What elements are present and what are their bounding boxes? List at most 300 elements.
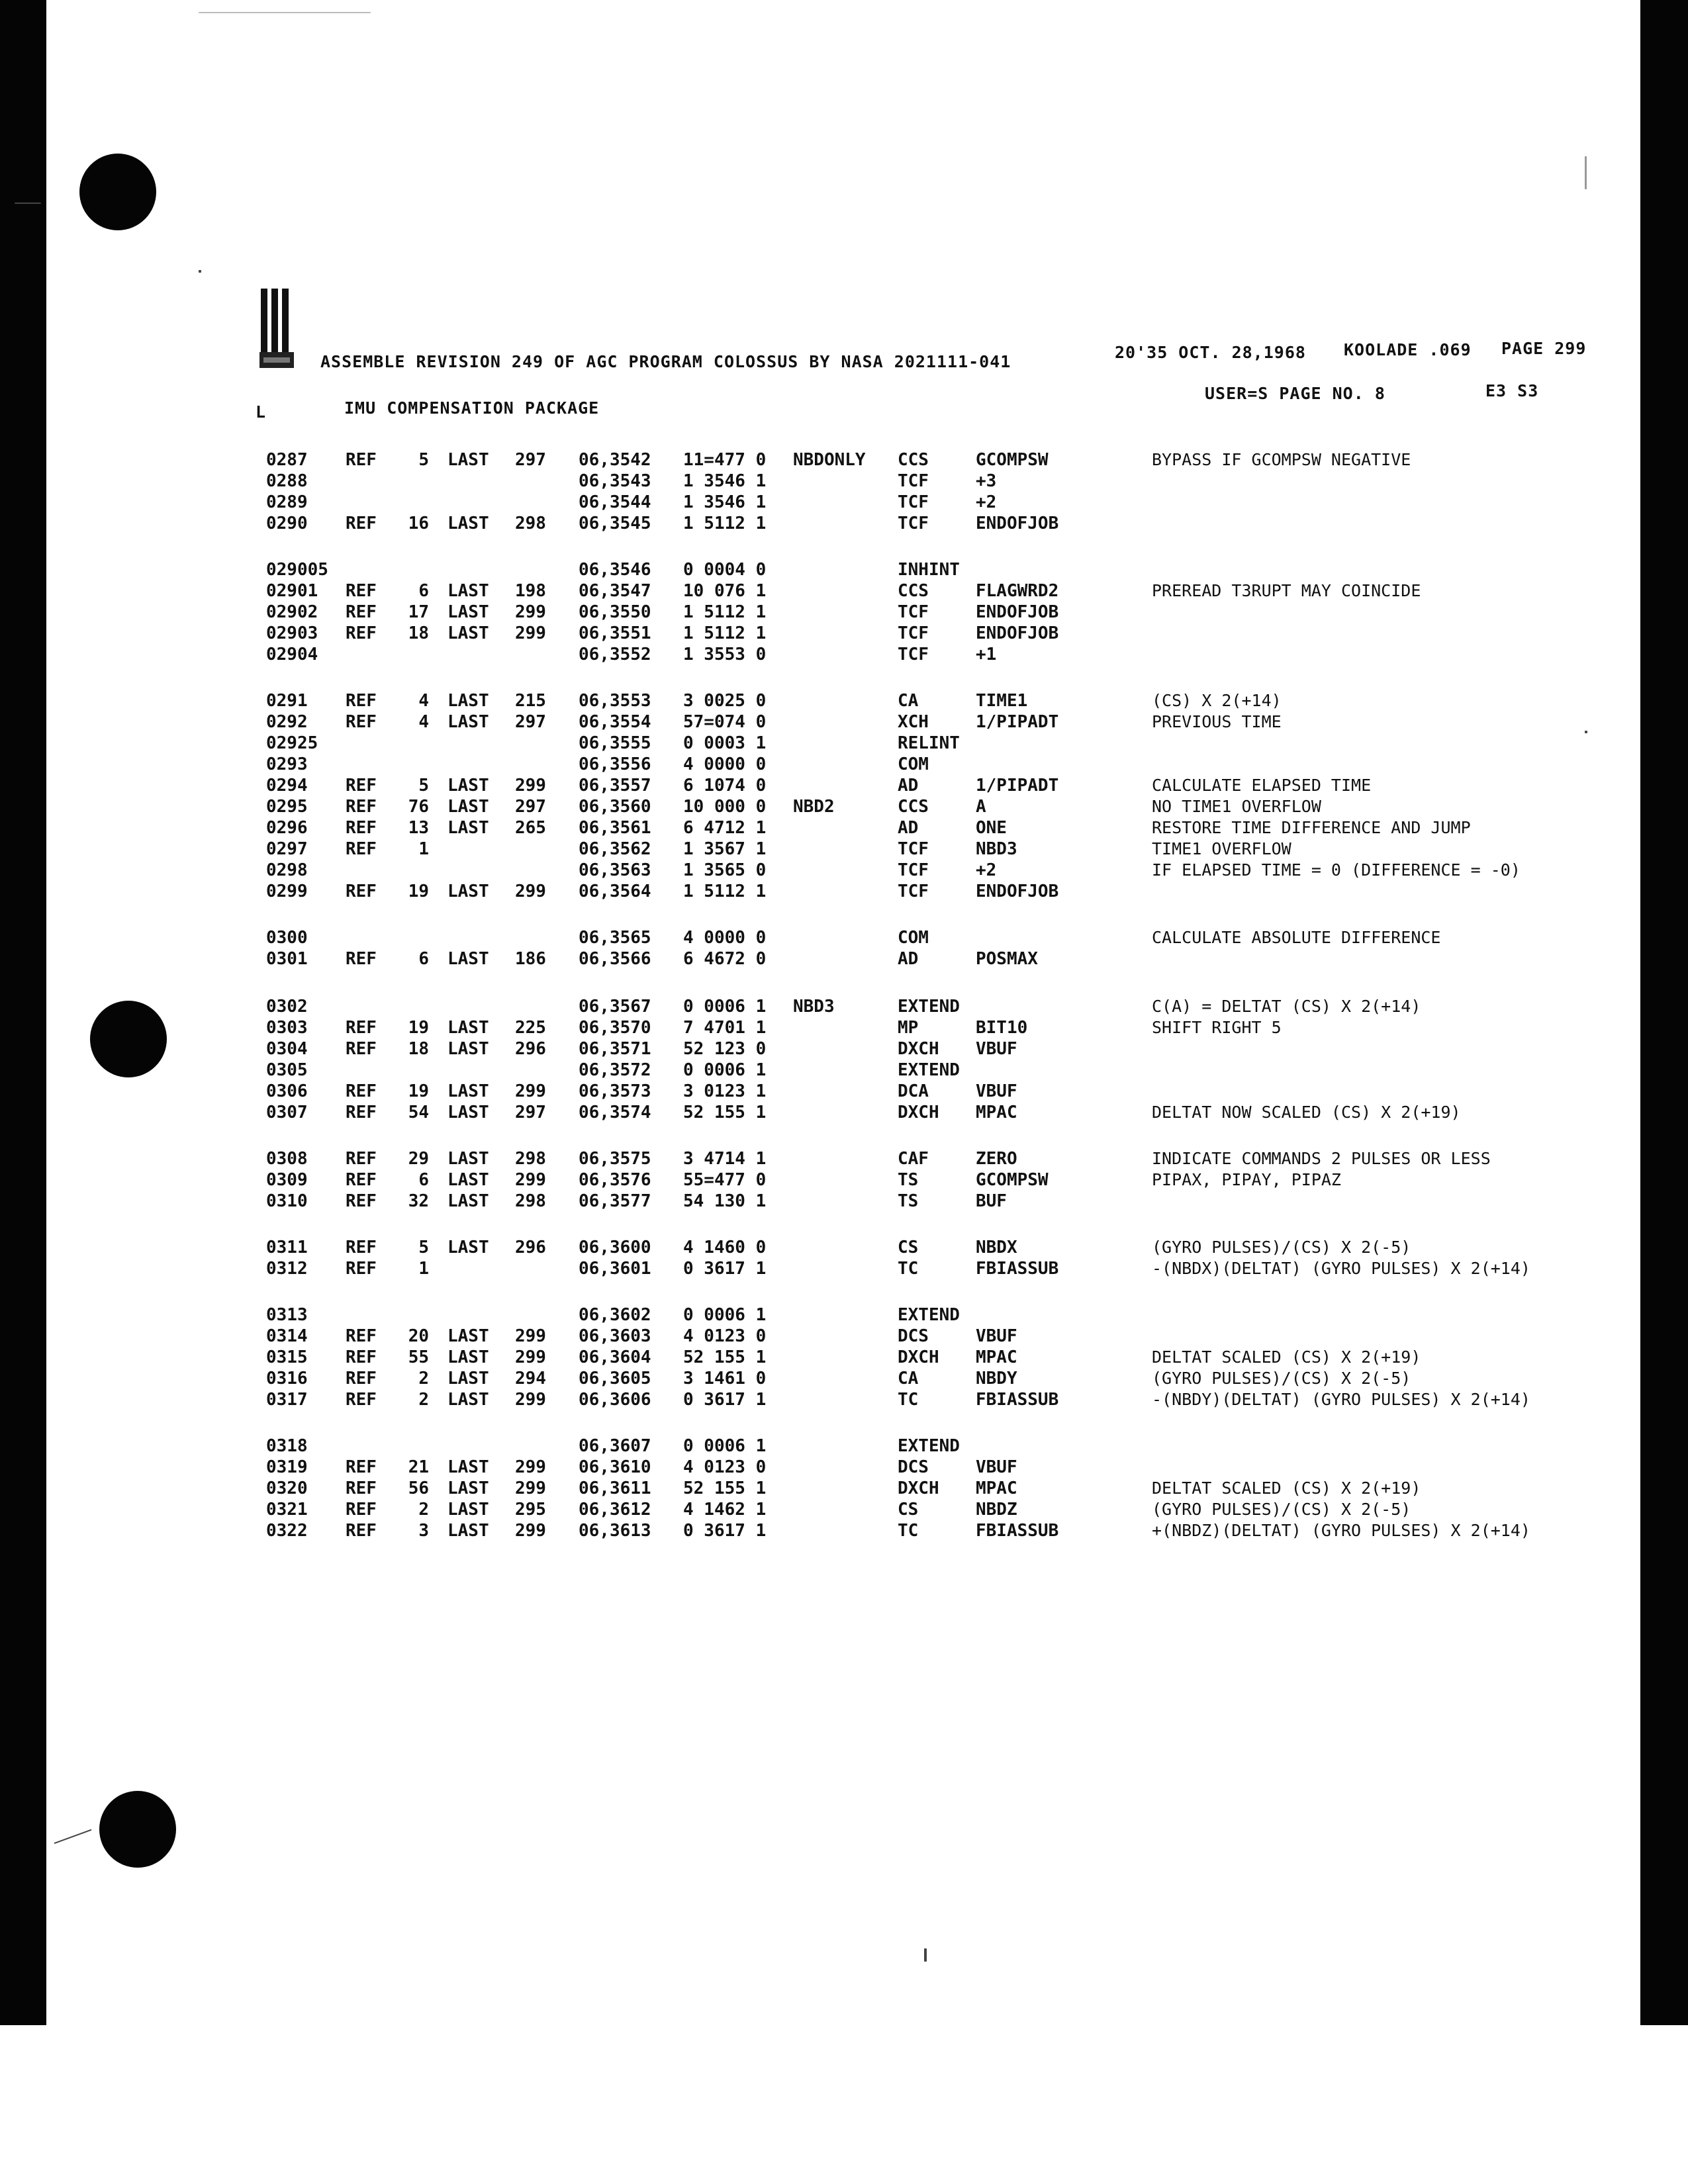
listing-row xyxy=(0,797,1688,821)
octal-word: 0 3617 1 xyxy=(683,1259,767,1279)
operand: NBD3 xyxy=(976,839,1017,859)
comment: BYPASS IF GCOMPSW NEGATIVE xyxy=(1152,450,1411,469)
last-label: LAST xyxy=(447,1369,489,1388)
ref-count: 16 xyxy=(408,514,429,533)
line-number: 029005 xyxy=(266,560,328,580)
octal-word: 3 4714 1 xyxy=(683,1149,767,1169)
octal-word: 4 0123 0 xyxy=(683,1326,767,1346)
listing-row xyxy=(0,1390,1688,1414)
ref-count: 76 xyxy=(408,797,429,817)
ref-count: 19 xyxy=(408,1081,429,1101)
opcode: XCH xyxy=(898,712,929,732)
opcode: CCS xyxy=(898,450,929,470)
listing-row xyxy=(0,1060,1688,1084)
octal-word: 1 3546 1 xyxy=(683,471,767,491)
ref-count: 4 xyxy=(418,691,429,711)
listing-row xyxy=(0,1191,1688,1215)
line-number: 0310 xyxy=(266,1191,308,1211)
octal-word: 6 4712 1 xyxy=(683,818,767,838)
last-page: 294 xyxy=(515,1369,546,1388)
opcode: TCF xyxy=(898,839,929,859)
opcode: TCF xyxy=(898,602,929,622)
opcode: TCF xyxy=(898,645,929,664)
opcode: DCS xyxy=(898,1457,929,1477)
opcode: EXTEND xyxy=(898,997,960,1017)
comment: PIPAX, PIPAY, PIPAZ xyxy=(1152,1170,1341,1189)
listing-row xyxy=(0,1238,1688,1261)
last-page: 265 xyxy=(515,818,546,838)
line-number: 0315 xyxy=(266,1347,308,1367)
opcode: CS xyxy=(898,1500,919,1520)
ref-label: REF xyxy=(346,581,377,601)
ref-label: REF xyxy=(346,949,377,969)
octal-word: 0 0003 1 xyxy=(683,733,767,753)
octal-word: 6 4672 0 xyxy=(683,949,767,969)
line-number: 02902 xyxy=(266,602,318,622)
comment: -(NBDX)(DELTAT) (GYRO PULSES) X 2(+14) xyxy=(1152,1259,1530,1278)
last-page: 198 xyxy=(515,581,546,601)
last-label: LAST xyxy=(447,1521,489,1541)
octal-word: 1 5112 1 xyxy=(683,623,767,643)
opcode: EXTEND xyxy=(898,1060,960,1080)
last-page: 299 xyxy=(515,1479,546,1498)
line-number: 0309 xyxy=(266,1170,308,1190)
line-number: 0290 xyxy=(266,514,308,533)
address: 06,3600 xyxy=(579,1238,651,1257)
octal-word: 1 3565 0 xyxy=(683,860,767,880)
comment: (GYRO PULSES)/(CS) X 2(-5) xyxy=(1152,1238,1411,1257)
ref-count: 2 xyxy=(418,1500,429,1520)
ref-count: 2 xyxy=(418,1369,429,1388)
comment: PREVIOUS TIME xyxy=(1152,712,1282,731)
opcode: AD xyxy=(898,776,919,796)
section-tag: E3 S3 xyxy=(1485,381,1539,400)
operand: BIT10 xyxy=(976,1018,1028,1038)
operand: VBUF xyxy=(976,1457,1017,1477)
ref-count: 55 xyxy=(408,1347,429,1367)
line-number: 02901 xyxy=(266,581,318,601)
octal-word: 52 155 1 xyxy=(683,1103,767,1122)
listing-row xyxy=(0,1457,1688,1481)
line-number: 0300 xyxy=(266,928,308,948)
line-number: 0311 xyxy=(266,1238,308,1257)
address: 06,3576 xyxy=(579,1170,651,1190)
listing-row xyxy=(0,1369,1688,1392)
operand: VBUF xyxy=(976,1326,1017,1346)
last-label: LAST xyxy=(447,1081,489,1101)
line-number: 0316 xyxy=(266,1369,308,1388)
ref-label: REF xyxy=(346,1018,377,1038)
listing-row xyxy=(0,754,1688,778)
listing-row xyxy=(0,492,1688,516)
address: 06,3552 xyxy=(579,645,651,664)
operand: NBDY xyxy=(976,1369,1017,1388)
operand: FLAGWRD2 xyxy=(976,581,1059,601)
last-label: LAST xyxy=(447,1039,489,1059)
ref-count: 56 xyxy=(408,1479,429,1498)
line-number: 0319 xyxy=(266,1457,308,1477)
opcode: TCF xyxy=(898,623,929,643)
opcode: DCA xyxy=(898,1081,929,1101)
line-number: 0305 xyxy=(266,1060,308,1080)
last-page: 299 xyxy=(515,602,546,622)
last-page: 298 xyxy=(515,514,546,533)
ref-count: 2 xyxy=(418,1390,429,1410)
last-label: LAST xyxy=(447,1170,489,1190)
opcode: MP xyxy=(898,1018,919,1038)
octal-word: 1 3553 0 xyxy=(683,645,767,664)
opcode: TCF xyxy=(898,882,929,901)
address: 06,3550 xyxy=(579,602,651,622)
comment: RESTORE TIME DIFFERENCE AND JUMP xyxy=(1152,818,1471,837)
octal-word: 0 0006 1 xyxy=(683,1305,767,1325)
ref-label: REF xyxy=(346,1081,377,1101)
last-label: LAST xyxy=(447,514,489,533)
operand: GCOMPSW xyxy=(976,450,1049,470)
last-page: 298 xyxy=(515,1149,546,1169)
listing-row xyxy=(0,1170,1688,1194)
line-number: 0294 xyxy=(266,776,308,796)
octal-word: 4 1462 1 xyxy=(683,1500,767,1520)
operand: TIME1 xyxy=(976,691,1028,711)
comment: -(NBDY)(DELTAT) (GYRO PULSES) X 2(+14) xyxy=(1152,1390,1530,1409)
listing-row xyxy=(0,645,1688,668)
ref-label: REF xyxy=(346,1326,377,1346)
section-title: IMU COMPENSATION PACKAGE xyxy=(344,398,600,418)
opcode: DXCH xyxy=(898,1479,939,1498)
opcode: DXCH xyxy=(898,1039,939,1059)
listing-row xyxy=(0,1326,1688,1350)
octal-word: 4 1460 0 xyxy=(683,1238,767,1257)
address: 06,3567 xyxy=(579,997,651,1017)
opcode: DCS xyxy=(898,1326,929,1346)
line-number: 02903 xyxy=(266,623,318,643)
address: 06,3572 xyxy=(579,1060,651,1080)
ref-count: 1 xyxy=(418,1259,429,1279)
last-page: 297 xyxy=(515,712,546,732)
octal-word: 0 3617 1 xyxy=(683,1521,767,1541)
octal-word: 6 1074 0 xyxy=(683,776,767,796)
line-number: 02904 xyxy=(266,645,318,664)
listing-row xyxy=(0,691,1688,715)
last-page: 186 xyxy=(515,949,546,969)
line-number: 0295 xyxy=(266,797,308,817)
opcode: TC xyxy=(898,1259,919,1279)
ref-count: 19 xyxy=(408,1018,429,1038)
address: 06,3563 xyxy=(579,860,651,880)
listing-row xyxy=(0,514,1688,537)
comment: SHIFT RIGHT 5 xyxy=(1152,1018,1282,1037)
listing-row xyxy=(0,623,1688,647)
comment: TIME1 OVERFLOW xyxy=(1152,839,1291,858)
ref-count: 3 xyxy=(418,1521,429,1541)
opcode: AD xyxy=(898,818,919,838)
listing-row xyxy=(0,1305,1688,1329)
listing-row xyxy=(0,450,1688,474)
operand: 1/PIPADT xyxy=(976,776,1059,796)
address: 06,3611 xyxy=(579,1479,651,1498)
address: 06,3605 xyxy=(579,1369,651,1388)
line-number: 0296 xyxy=(266,818,308,838)
operand: ENDOFJOB xyxy=(976,602,1059,622)
last-page: 296 xyxy=(515,1039,546,1059)
page-number: PAGE 299 xyxy=(1501,339,1587,358)
octal-word: 0 3617 1 xyxy=(683,1390,767,1410)
octal-word: 52 155 1 xyxy=(683,1347,767,1367)
ref-count: 5 xyxy=(418,450,429,470)
ref-label: REF xyxy=(346,1259,377,1279)
address: 06,3571 xyxy=(579,1039,651,1059)
address: 06,3573 xyxy=(579,1081,651,1101)
opcode: TCF xyxy=(898,492,929,512)
last-page: 299 xyxy=(515,882,546,901)
opcode: CS xyxy=(898,1238,919,1257)
ref-count: 19 xyxy=(408,882,429,901)
ref-label: REF xyxy=(346,1103,377,1122)
last-label: LAST xyxy=(447,797,489,817)
last-label: LAST xyxy=(447,1326,489,1346)
octal-word: 10 076 1 xyxy=(683,581,767,601)
last-page: 225 xyxy=(515,1018,546,1038)
ref-label: REF xyxy=(346,1479,377,1498)
opcode: TCF xyxy=(898,514,929,533)
comment: C(A) = DELTAT (CS) X 2(+14) xyxy=(1152,997,1421,1016)
last-label: LAST xyxy=(447,1238,489,1257)
last-page: 297 xyxy=(515,797,546,817)
octal-word: 55=477 0 xyxy=(683,1170,767,1190)
last-label: LAST xyxy=(447,1390,489,1410)
scan-mark xyxy=(1585,156,1587,189)
address: 06,3555 xyxy=(579,733,651,753)
address: 06,3551 xyxy=(579,623,651,643)
ref-label: REF xyxy=(346,602,377,622)
listing-row xyxy=(0,1500,1688,1524)
last-label: LAST xyxy=(447,1500,489,1520)
ref-count: 17 xyxy=(408,602,429,622)
operand: +1 xyxy=(976,645,997,664)
octal-word: 0 0004 0 xyxy=(683,560,767,580)
last-label: LAST xyxy=(447,712,489,732)
address: 06,3603 xyxy=(579,1326,651,1346)
listing-row xyxy=(0,776,1688,799)
ref-label: REF xyxy=(346,691,377,711)
address: 06,3612 xyxy=(579,1500,651,1520)
line-number: 0314 xyxy=(266,1326,308,1346)
last-page: 299 xyxy=(515,1457,546,1477)
user-name: KOOLADE .069 xyxy=(1344,340,1472,359)
line-number: 02925 xyxy=(266,733,318,753)
ref-count: 6 xyxy=(418,581,429,601)
last-label: LAST xyxy=(447,1479,489,1498)
ref-label: REF xyxy=(346,1390,377,1410)
listing-row xyxy=(0,1103,1688,1126)
address: 06,3607 xyxy=(579,1436,651,1456)
line-number: 0318 xyxy=(266,1436,308,1456)
address: 06,3557 xyxy=(579,776,651,796)
octal-word: 4 0000 0 xyxy=(683,754,767,774)
last-page: 299 xyxy=(515,623,546,643)
opcode: CA xyxy=(898,691,919,711)
address: 06,3560 xyxy=(579,797,651,817)
line-number: 0297 xyxy=(266,839,308,859)
ref-count: 13 xyxy=(408,818,429,838)
operand: +2 xyxy=(976,492,997,512)
octal-word: 52 123 0 xyxy=(683,1039,767,1059)
ref-label: REF xyxy=(346,882,377,901)
line-number: 0299 xyxy=(266,882,308,901)
opcode: INHINT xyxy=(898,560,960,580)
listing-row xyxy=(0,1436,1688,1460)
line-number: 0298 xyxy=(266,860,308,880)
comment: (GYRO PULSES)/(CS) X 2(-5) xyxy=(1152,1500,1411,1519)
operand: ENDOFJOB xyxy=(976,882,1059,901)
listing-row xyxy=(0,602,1688,626)
ref-label: REF xyxy=(346,1369,377,1388)
ref-label: REF xyxy=(346,839,377,859)
comment: IF ELAPSED TIME = 0 (DIFFERENCE = -0) xyxy=(1152,860,1521,880)
octal-word: 1 3567 1 xyxy=(683,839,767,859)
operand: BUF xyxy=(976,1191,1007,1211)
address: 06,3547 xyxy=(579,581,651,601)
line-number: 0293 xyxy=(266,754,308,774)
ref-count: 32 xyxy=(408,1191,429,1211)
octal-word: 0 0006 1 xyxy=(683,1436,767,1456)
listing-row xyxy=(0,1259,1688,1283)
address: 06,3553 xyxy=(579,691,651,711)
ref-count: 18 xyxy=(408,623,429,643)
address: 06,3613 xyxy=(579,1521,651,1541)
scan-mark xyxy=(199,12,371,13)
last-label: LAST xyxy=(447,691,489,711)
octal-word: 3 0025 0 xyxy=(683,691,767,711)
operand: VBUF xyxy=(976,1039,1017,1059)
line-number: 0321 xyxy=(266,1500,308,1520)
ref-count: 6 xyxy=(418,949,429,969)
line-number: 0289 xyxy=(266,492,308,512)
operand: POSMAX xyxy=(976,949,1038,969)
listing-row xyxy=(0,733,1688,757)
operand: +2 xyxy=(976,860,997,880)
line-number: 0306 xyxy=(266,1081,308,1101)
ref-label: REF xyxy=(346,776,377,796)
operand: MPAC xyxy=(976,1103,1017,1122)
listing-row xyxy=(0,860,1688,884)
octal-word: 3 0123 1 xyxy=(683,1081,767,1101)
last-label: LAST xyxy=(447,1191,489,1211)
octal-word: 4 0000 0 xyxy=(683,928,767,948)
octal-word: 3 1461 0 xyxy=(683,1369,767,1388)
line-number: 0288 xyxy=(266,471,308,491)
opcode: TC xyxy=(898,1390,919,1410)
last-page: 298 xyxy=(515,1191,546,1211)
address: 06,3546 xyxy=(579,560,651,580)
last-page: 295 xyxy=(515,1500,546,1520)
comment: DELTAT SCALED (CS) X 2(+19) xyxy=(1152,1479,1421,1498)
octal-word: 1 5112 1 xyxy=(683,602,767,622)
timestamp: 20'35 OCT. 28,1968 xyxy=(1115,343,1306,362)
address: 06,3575 xyxy=(579,1149,651,1169)
punch-hole-icon xyxy=(79,154,156,230)
last-label: LAST xyxy=(447,623,489,643)
ref-label: REF xyxy=(346,1347,377,1367)
listing-row xyxy=(0,712,1688,736)
operand: 1/PIPADT xyxy=(976,712,1059,732)
line-number: 0302 xyxy=(266,997,308,1017)
octal-word: 11=477 0 xyxy=(683,450,767,470)
address: 06,3606 xyxy=(579,1390,651,1410)
opcode: EXTEND xyxy=(898,1436,960,1456)
last-page: 299 xyxy=(515,1326,546,1346)
address: 06,3574 xyxy=(579,1103,651,1122)
address: 06,3544 xyxy=(579,492,651,512)
listing-row xyxy=(0,560,1688,584)
octal-word: 10 000 0 xyxy=(683,797,767,817)
ref-count: 54 xyxy=(408,1103,429,1122)
ref-count: 1 xyxy=(418,839,429,859)
listing-row xyxy=(0,949,1688,973)
scan-mark xyxy=(924,1948,927,1962)
ref-count: 20 xyxy=(408,1326,429,1346)
comment: PREREAD T3RUPT MAY COINCIDE xyxy=(1152,581,1421,600)
last-page: 297 xyxy=(515,1103,546,1122)
symbol-label: NBDONLY xyxy=(793,450,866,470)
operand: ENDOFJOB xyxy=(976,623,1059,643)
last-label: LAST xyxy=(447,776,489,796)
opcode: TC xyxy=(898,1521,919,1541)
ref-label: REF xyxy=(346,1149,377,1169)
binder-clip-icon xyxy=(259,289,297,373)
punch-hole-icon xyxy=(99,1791,176,1868)
listing-row xyxy=(0,1018,1688,1042)
last-label: LAST xyxy=(447,1018,489,1038)
operand: A xyxy=(976,797,986,817)
address: 06,3561 xyxy=(579,818,651,838)
listing-row xyxy=(0,1521,1688,1545)
scan-mark xyxy=(199,270,201,273)
octal-word: 54 130 1 xyxy=(683,1191,767,1211)
operand: ZERO xyxy=(976,1149,1017,1169)
octal-word: 0 0006 1 xyxy=(683,1060,767,1080)
opcode: TCF xyxy=(898,860,929,880)
operand: MPAC xyxy=(976,1347,1017,1367)
address: 06,3554 xyxy=(579,712,651,732)
address: 06,3602 xyxy=(579,1305,651,1325)
ref-label: REF xyxy=(346,450,377,470)
listing-row xyxy=(0,1149,1688,1173)
address: 06,3542 xyxy=(579,450,651,470)
line-number: 0291 xyxy=(266,691,308,711)
scan-mark xyxy=(54,1829,91,1844)
opcode: CCS xyxy=(898,581,929,601)
comment: CALCULATE ABSOLUTE DIFFERENCE xyxy=(1152,928,1441,947)
last-page: 296 xyxy=(515,1238,546,1257)
listing-row xyxy=(0,1039,1688,1063)
address: 06,3564 xyxy=(579,882,651,901)
scan-mark xyxy=(15,203,41,204)
operand: MPAC xyxy=(976,1479,1017,1498)
line-number: 0317 xyxy=(266,1390,308,1410)
comment: DELTAT SCALED (CS) X 2(+19) xyxy=(1152,1347,1421,1367)
opcode: DXCH xyxy=(898,1103,939,1122)
operand: ONE xyxy=(976,818,1007,838)
opcode: CCS xyxy=(898,797,929,817)
octal-word: 4 0123 0 xyxy=(683,1457,767,1477)
last-label: LAST xyxy=(447,949,489,969)
ref-count: 5 xyxy=(418,776,429,796)
opcode: CAF xyxy=(898,1149,929,1169)
listing-row xyxy=(0,1479,1688,1502)
line-number: 0322 xyxy=(266,1521,308,1541)
